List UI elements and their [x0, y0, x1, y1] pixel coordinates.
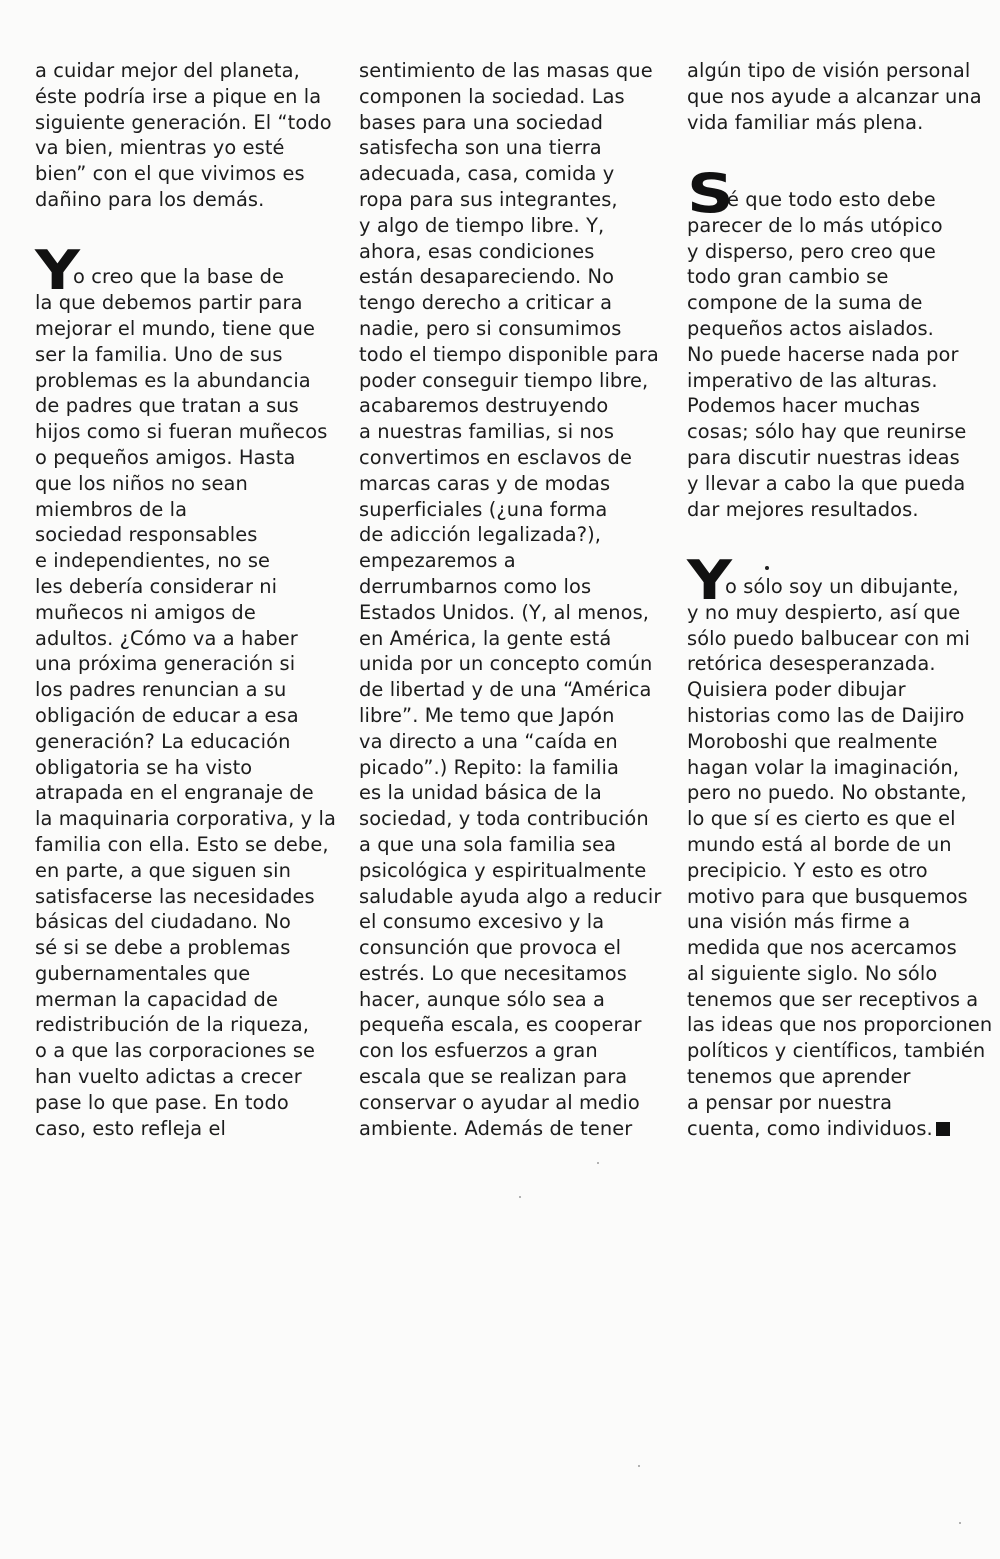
text-line: de adicción legalizada?), — [359, 523, 602, 547]
text-line: derrumbarnos como los — [359, 574, 592, 598]
drop-cap: S — [687, 161, 734, 225]
text-line: bien” con el que vivimos es — [35, 162, 305, 186]
text-line: las ideas que nos proporcionen — [687, 1013, 993, 1037]
text-line: mundo está al borde de un — [687, 832, 952, 856]
text-line: ambiente. Además de tener — [359, 1116, 633, 1140]
text-line: pase lo que pase. En todo — [35, 1090, 289, 1114]
text-line: satisfecha son una tierra — [359, 136, 602, 160]
text-line: caso, esto refleja el — [35, 1116, 226, 1140]
text-line: tenemos que ser receptivos a — [687, 987, 979, 1011]
text-line: escala que se realizan para — [359, 1065, 628, 1089]
text-line: redistribución de la riqueza, — [35, 1013, 310, 1037]
text-line: No puede hacerse nada por — [687, 342, 959, 366]
text-line: é que todo esto debe — [727, 187, 936, 211]
text-line: o pequeños amigos. Hasta — [35, 445, 296, 469]
text-line: bases para una sociedad — [359, 110, 604, 134]
drop-cap: Y — [687, 548, 733, 612]
text-line: o a que las corporaciones se — [35, 1039, 316, 1063]
paragraph — [687, 161, 1000, 522]
text-line: Podemos hacer muchas — [687, 394, 921, 418]
article-column-3 — [687, 58, 1000, 1141]
text-line: imperativo de las alturas. — [687, 368, 938, 392]
text-line: pequeños actos aislados. — [687, 316, 934, 340]
text-line: ahora, esas condiciones — [359, 239, 595, 263]
scan-speck — [597, 1162, 599, 1164]
text-line: hijos como si fueran muñecos — [35, 420, 328, 444]
paragraph-gap — [35, 213, 353, 265]
text-line: satisfacerse las necesidades — [35, 884, 315, 908]
text-line: a pensar por nuestra — [687, 1090, 893, 1114]
article-column-2 — [359, 58, 677, 1141]
scan-speck — [638, 1465, 640, 1467]
text-line: muñecos ni amigos de — [35, 600, 256, 624]
drop-cap: Y — [35, 239, 81, 303]
text-line: básicas del ciudadano. No — [35, 910, 292, 934]
text-line: políticos y científicos, también — [687, 1039, 986, 1063]
text-line: el consumo excesivo y la — [359, 910, 605, 934]
text-line: la que debemos partir para — [35, 291, 303, 315]
text-line: pequeña escala, es cooperar — [359, 1013, 642, 1037]
text-line: una próxima generación si — [35, 652, 296, 676]
text-line: Estados Unidos. (Y, al menos, — [359, 600, 650, 624]
text-line: o sólo soy un dibujante, — [725, 574, 959, 598]
text-line: picado”.) Repito: la familia — [359, 755, 619, 779]
text-line: va directo a una “caída en — [359, 729, 618, 753]
text-line: parecer de lo más utópico — [687, 213, 943, 237]
text-line: en América, la gente está — [359, 626, 612, 650]
text-line: retórica desesperanzada. — [687, 652, 936, 676]
text-line: de padres que tratan a sus — [35, 394, 299, 418]
text-line: libre”. Me temo que Japón — [359, 703, 615, 727]
text-line: problemas es la abundancia — [35, 368, 311, 392]
text-line: y llevar a cabo la que pueda — [687, 471, 966, 495]
paragraph-gap — [687, 522, 1000, 574]
text-line: merman la capacidad de — [35, 987, 278, 1011]
text-line: una visión más firme a — [687, 910, 911, 934]
text-line: nadie, pero si consumimos — [359, 316, 622, 340]
text-line: la maquinaria corporativa, y la — [35, 807, 336, 831]
text-line: Moroboshi que realmente — [687, 729, 938, 753]
text-line: compone de la suma de — [687, 291, 923, 315]
scan-speck — [519, 1196, 521, 1198]
text-line: psicológica y espiritualmente — [359, 858, 647, 882]
text-line: o creo que la base de — [73, 265, 285, 289]
text-line: atrapada en el engranaje de — [35, 781, 314, 805]
text-line: están desapareciendo. No — [359, 265, 615, 289]
text-line: miembros de la — [35, 497, 188, 521]
text-line: acabaremos destruyendo — [359, 394, 609, 418]
text-line: cosas; sólo hay que reunirse — [687, 420, 967, 444]
end-of-article-mark — [936, 1122, 950, 1136]
scan-speck — [959, 1522, 961, 1524]
text-line: siguiente generación. El “todo — [35, 110, 332, 134]
text-line: adultos. ¿Cómo va a haber — [35, 626, 298, 650]
text-line: y disperso, pero creo que — [687, 239, 936, 263]
text-line: motivo para que busquemos — [687, 884, 968, 908]
text-line: saludable ayuda algo a reducir — [359, 884, 662, 908]
text-line: todo gran cambio se — [687, 265, 889, 289]
text-line: para discutir nuestras ideas — [687, 445, 960, 469]
scan-speck — [765, 566, 769, 570]
text-line: componen la sociedad. Las — [359, 84, 625, 108]
text-line: e independientes, no se — [35, 549, 271, 573]
text-line: que los niños no sean — [35, 471, 248, 495]
paragraph — [35, 239, 353, 1141]
text-line: obligatoria se ha visto — [35, 755, 253, 779]
text-line: generación? La educación — [35, 729, 291, 753]
paragraph — [359, 58, 677, 1141]
text-line: ropa para sus integrantes, — [359, 187, 618, 211]
text-line: cuenta, como individuos. — [687, 1116, 1000, 1142]
text-line: sé si se debe a problemas — [35, 936, 291, 960]
text-line: marcas caras y de modas — [359, 471, 611, 495]
text-line: y no muy despierto, así que — [687, 600, 961, 624]
text-line: tengo derecho a criticar a — [359, 291, 613, 315]
text-line: en parte, a que siguen sin — [35, 858, 291, 882]
text-line: al siguiente siglo. No sólo — [687, 961, 938, 985]
text-line: mejorar el mundo, tiene que — [35, 316, 316, 340]
paragraph — [35, 58, 353, 213]
text-line: los padres renuncian a su — [35, 678, 287, 702]
text-line: que nos ayude a alcanzar una — [687, 84, 982, 108]
text-line: hacer, aunque sólo sea a — [359, 987, 605, 1011]
text-line: precipicio. Y esto es otro — [687, 858, 928, 882]
paragraph-gap — [687, 135, 1000, 187]
text-line: familia con ella. Esto se debe, — [35, 832, 329, 856]
text-line: conservar o ayudar al medio — [359, 1090, 640, 1114]
text-line: lo que sí es cierto es que el — [687, 807, 956, 831]
text-line: convertimos en esclavos de — [359, 445, 632, 469]
text-line: han vuelto adictas a crecer — [35, 1065, 302, 1089]
text-line: dar mejores resultados. — [687, 497, 919, 521]
text-line: adecuada, casa, comida y — [359, 162, 615, 186]
text-line: sólo puedo balbucear con mi — [687, 626, 970, 650]
text-line: tenemos que aprender — [687, 1065, 911, 1089]
text-line: a que una sola familia sea — [359, 832, 617, 856]
paragraph — [687, 548, 1000, 1142]
text-line: sociedad responsables — [35, 523, 258, 547]
text-line: medida que nos acercamos — [687, 936, 957, 960]
text-line: de libertad y de una “América — [359, 678, 652, 702]
text-line: obligación de educar a esa — [35, 703, 299, 727]
text-line: es la unidad básica de la — [359, 781, 602, 805]
text-line: vida familiar más plena. — [687, 110, 924, 134]
text-line: sociedad, y toda contribución — [359, 807, 649, 831]
text-line: todo el tiempo disponible para — [359, 342, 659, 366]
text-line: historias como las de Daijiro — [687, 703, 965, 727]
text-line: pero no puedo. No obstante, — [687, 781, 967, 805]
text-line: unida por un concepto común — [359, 652, 653, 676]
paragraph — [687, 58, 1000, 135]
text-line: sentimiento de las masas que — [359, 59, 653, 82]
text-line: va bien, mientras yo esté — [35, 136, 285, 160]
text-line: a nuestras familias, si nos — [359, 420, 615, 444]
text-line: ser la familia. Uno de sus — [35, 342, 283, 366]
text-line: empezaremos a — [359, 549, 516, 573]
article-column-1 — [35, 58, 353, 1141]
text-line: a cuidar mejor del planeta, — [35, 59, 300, 82]
text-line: éste podría irse a pique en la — [35, 84, 322, 108]
text-line: hagan volar la imaginación, — [687, 755, 960, 779]
text-line: estrés. Lo que necesitamos — [359, 961, 627, 985]
text-line: con los esfuerzos a gran — [359, 1039, 598, 1063]
text-line: superficiales (¿una forma — [359, 497, 608, 521]
text-line: gubernamentales que — [35, 961, 251, 985]
text-line: les debería considerar ni — [35, 574, 278, 598]
text-line: consunción que provoca el — [359, 936, 622, 960]
text-line: y algo de tiempo libre. Y, — [359, 213, 605, 237]
text-line: poder conseguir tiempo libre, — [359, 368, 649, 392]
text-line: dañino para los demás. — [35, 187, 265, 211]
text-line: algún tipo de visión personal — [687, 59, 971, 82]
text-line: Quisiera poder dibujar — [687, 678, 906, 702]
